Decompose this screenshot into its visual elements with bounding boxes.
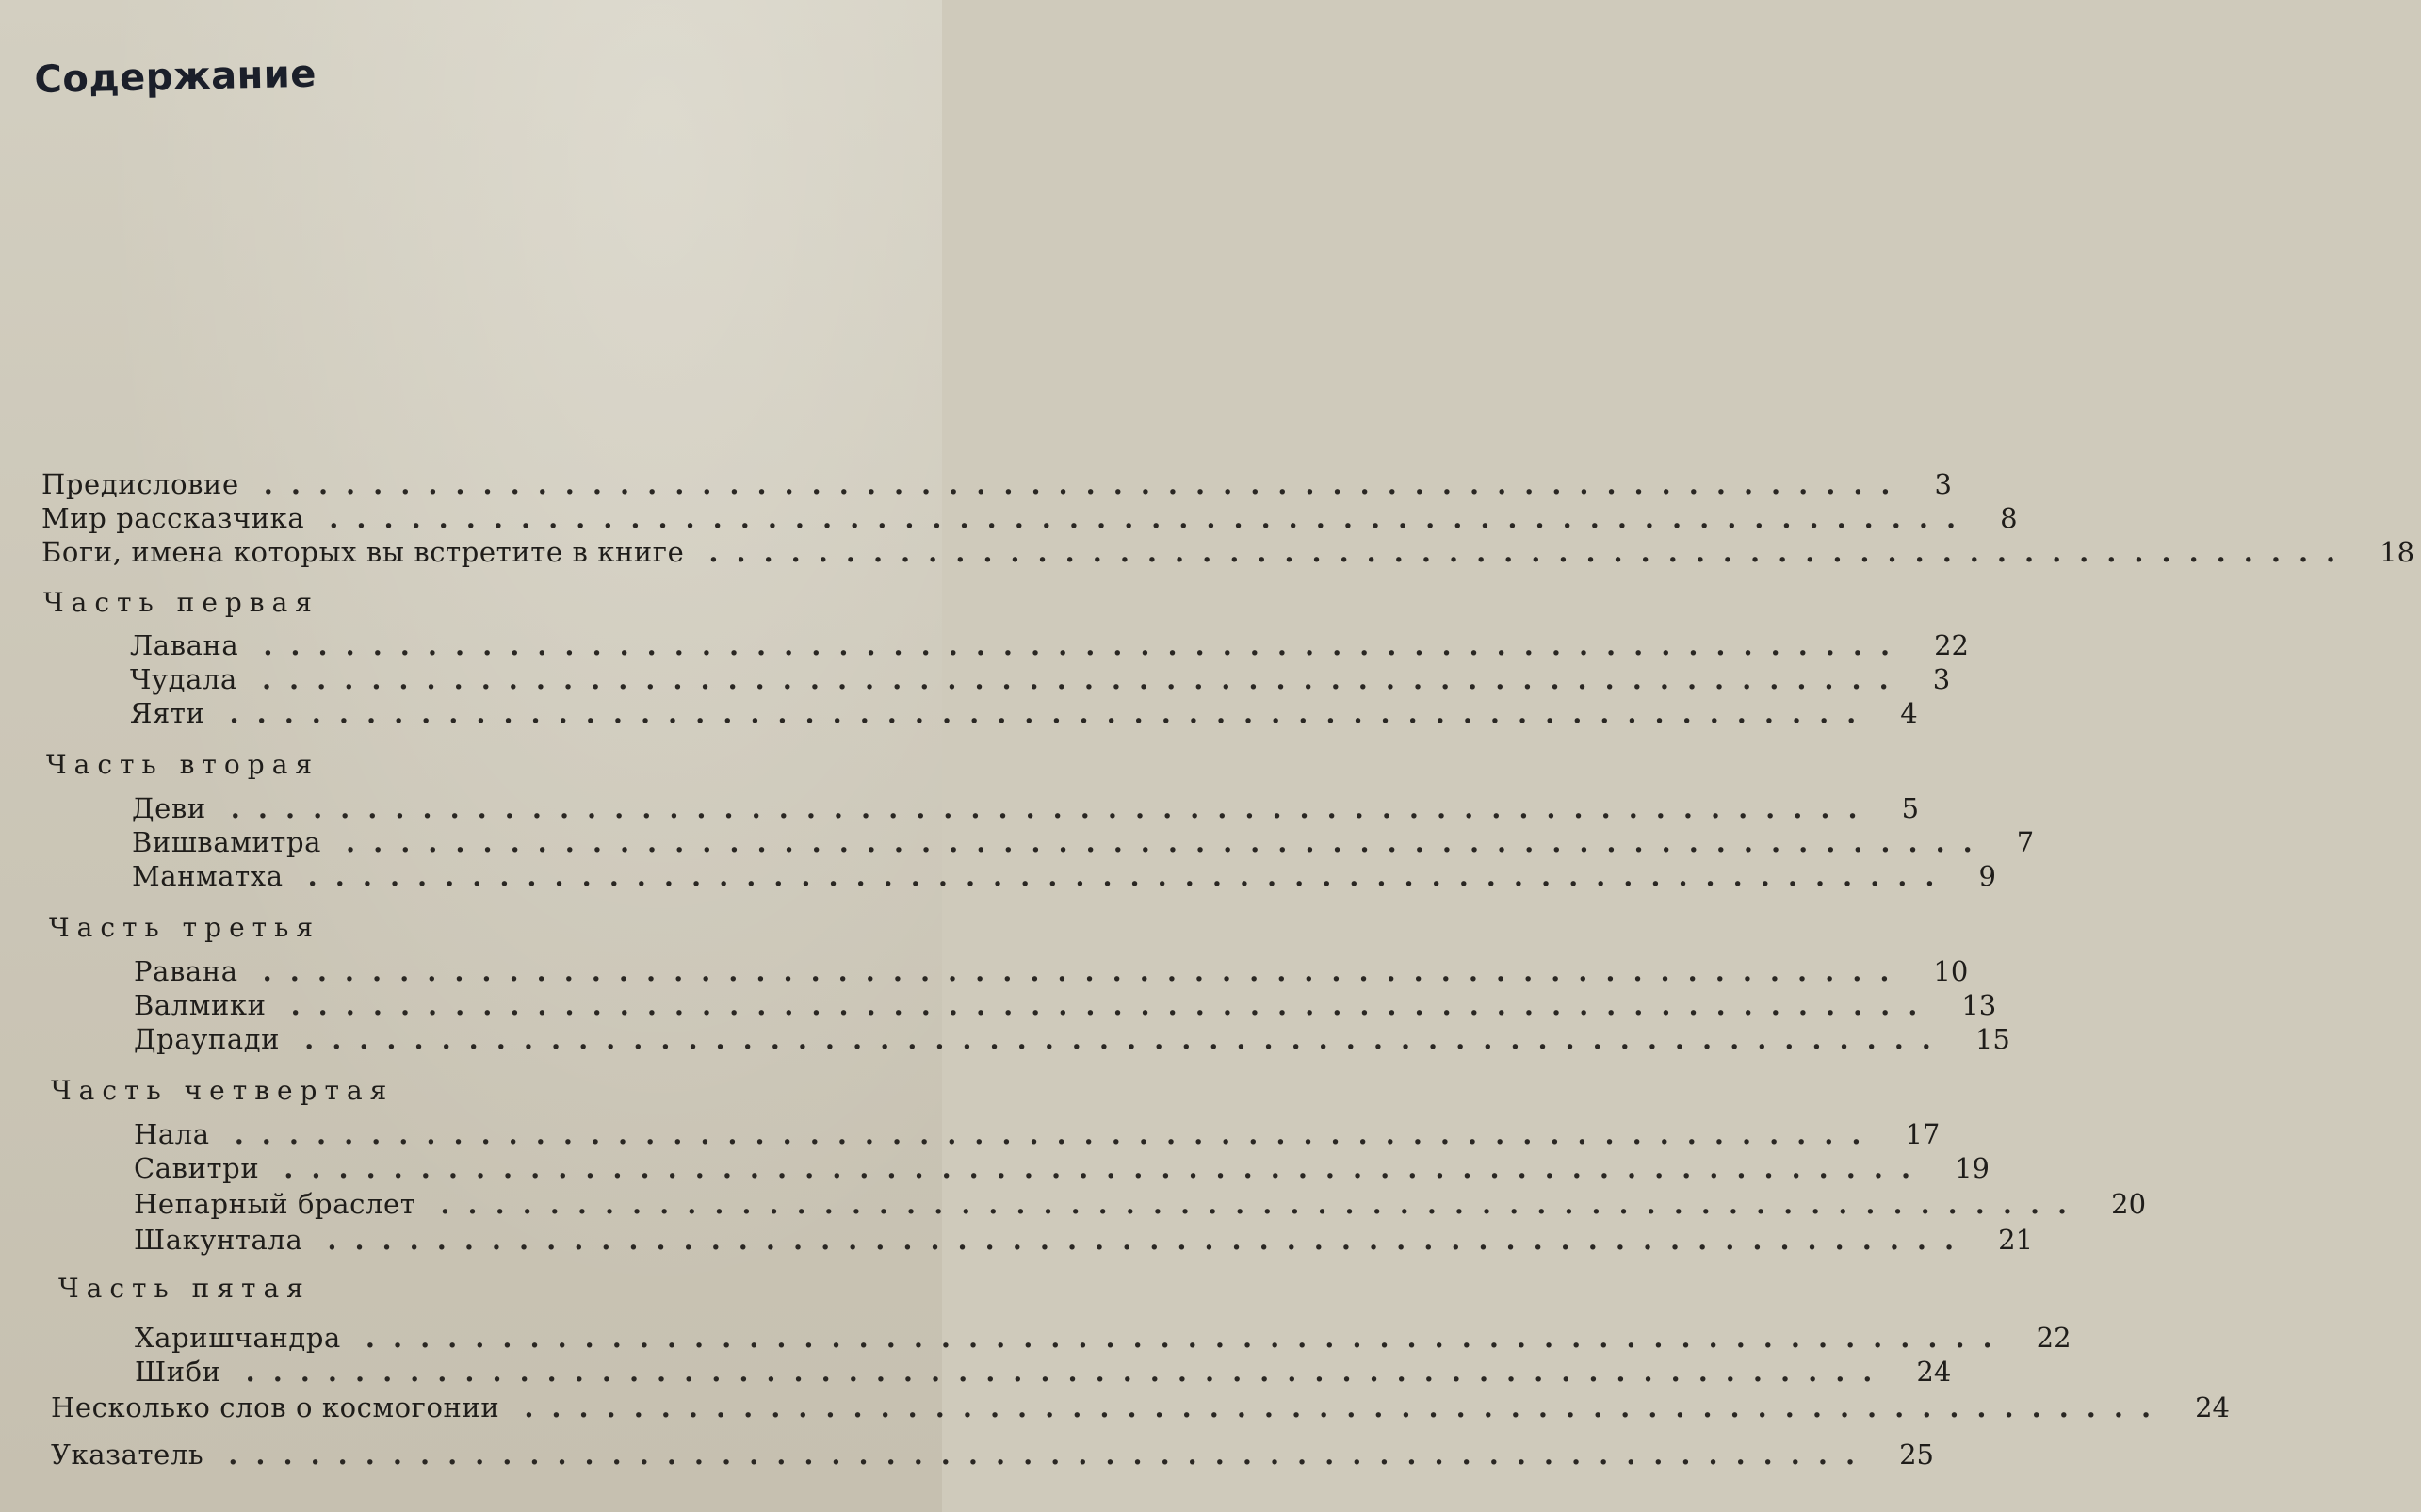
dot-leader: ............................................................ [263,629,1909,661]
toc-entry [0,1389,2231,1426]
toc-entry-title: Яяти [130,697,205,729]
toc-page-number: 19 [1955,1152,1990,1184]
toc-entry [0,660,1951,698]
toc-page-number: 18 [2380,536,2415,568]
toc-entry [0,1185,2147,1223]
toc-entry-title: Боги, имена которых вы встретите в книге [41,536,685,568]
toc-page-number: 20 [2111,1188,2147,1220]
toc-entry [0,857,1996,895]
toc-page-number: 24 [2195,1391,2231,1423]
dot-leader: ............................................................ [365,1322,2010,1354]
dot-leader: ............................................................ [440,1188,2086,1220]
dot-leader: ............................................................ [229,697,1875,729]
toc-page-number: 24 [1916,1356,1952,1388]
toc-entry-title: Валмики [134,989,267,1021]
toc-page-number: 7 [2016,826,2035,858]
dot-leader: ............................................................ [329,502,1974,534]
toc-page-number: 10 [1933,955,1969,987]
toc-entry-title: Шиби [135,1356,221,1388]
part-heading: Часть пятая [58,1273,311,1304]
toc-entry [0,1115,1941,1153]
toc-entry-title: Вишвамитра [132,826,321,858]
dot-leader: ............................................................ [234,1118,1879,1150]
toc-entry-title: Непарный браслет [134,1188,416,1220]
toc-entry [0,533,2415,571]
toc-page-number: 3 [1934,468,1952,500]
dot-leader: ............................................................ [263,468,1909,500]
toc-entry-title: Харишчандра [135,1322,341,1354]
dot-leader: ............................................................ [346,826,1990,858]
toc-entry-title: Деви [132,792,206,824]
toc-page-number: 5 [1901,792,1920,824]
part-heading: Часть третья [49,912,321,943]
toc-page-number: 25 [1899,1439,1934,1471]
toc-entry [0,1020,2010,1058]
toc-entry [0,626,1970,664]
toc-entry [0,823,2035,861]
dot-leader: ............................................................ [284,1152,1929,1184]
toc-entry-title: Шакунтала [134,1224,303,1256]
toc-page-number: 4 [1900,697,1918,729]
toc-entry-title: Манматха [132,860,284,892]
dot-leader: ............................................................ [230,792,1876,824]
toc-entry [0,1353,1952,1390]
toc-entry [0,465,1952,503]
toc-page-number: 9 [1978,860,1996,892]
dot-leader: ............................................................ [304,1023,1949,1055]
part-heading: Часть первая [43,587,319,618]
toc-entry [0,1149,1990,1187]
dot-leader: ............................................................ [307,860,1953,892]
toc-entry-title: Драупади [134,1023,281,1055]
toc-entry-title: Савитри [134,1152,260,1184]
toc-page-number: 21 [1998,1224,2034,1256]
dot-leader: ............................................................ [245,1356,1891,1388]
toc-entry [0,986,1997,1024]
toc-entry [0,1436,1934,1473]
toc-page-number: 3 [1932,663,1951,695]
part-heading: Часть вторая [46,749,320,780]
toc-entry [0,1221,2034,1259]
dot-leader: ............................................................ [708,536,2354,568]
dot-leader: ............................................................ [524,1391,2169,1423]
toc-page-number: 17 [1905,1118,1941,1150]
page-title: Содержание [34,52,317,102]
toc-page-number: 15 [1974,1023,2010,1055]
dot-leader: ............................................................ [327,1224,1973,1256]
toc-entry-title: Несколько слов о космогонии [51,1391,500,1423]
toc-entry [0,694,1918,732]
toc-entry [0,1319,2072,1357]
dot-leader: ............................................................ [290,989,1936,1021]
toc-page-number: 13 [1961,989,1997,1021]
toc-page-number: 8 [2000,502,2018,534]
toc-entry-title: Лавана [130,629,239,661]
toc-entry [0,499,2018,537]
dot-leader: ............................................................ [261,663,1907,695]
toc-entry-title: Мир рассказчика [41,502,305,534]
toc-entry-title: Чудала [130,663,237,695]
toc-page-number: 22 [2036,1322,2072,1354]
toc-entry [0,789,1920,827]
toc-page-number: 22 [1934,629,1970,661]
toc-entry-title: Указатель [51,1439,204,1471]
toc-entry-title: Равана [134,955,238,987]
dot-leader: ............................................................ [228,1439,1874,1471]
toc-entry [0,952,1969,990]
dot-leader: ............................................................ [262,955,1908,987]
toc-entry-title: Нала [134,1118,210,1150]
toc-entry-title: Предисловие [41,468,239,500]
part-heading: Часть четвертая [51,1075,395,1106]
